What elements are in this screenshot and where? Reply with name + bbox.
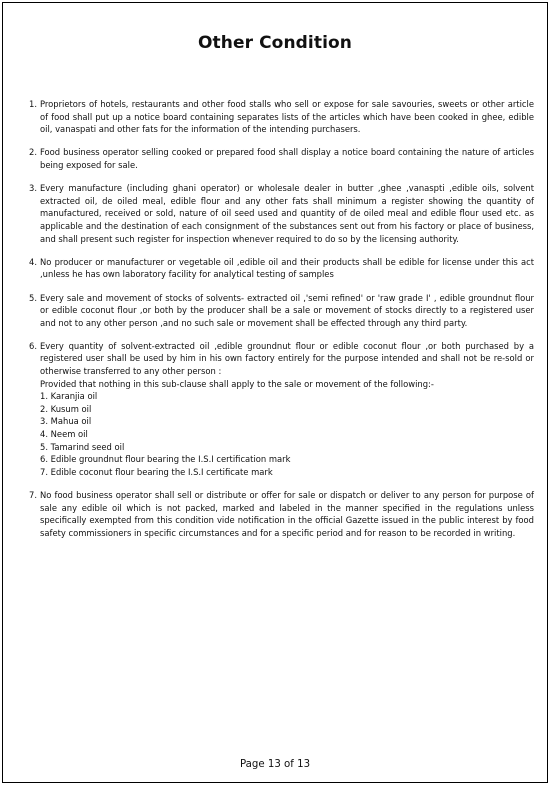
exempt-item: 4. Neem oil [40, 429, 88, 440]
condition-text: Food business operator selling cooked or prepared food shall display a notice board containing the nature of articles being exposed for sale. [40, 147, 534, 170]
page-number: Page 13 of 13 [239, 759, 311, 770]
exempt-item: 6. Edible groundnut flour bearing the I.S.I certification mark [40, 454, 291, 465]
exempt-item: 5. Tamarind seed oil [40, 441, 125, 452]
condition-number: 1. [29, 99, 37, 109]
condition-item [29, 182, 534, 245]
exempt-item: 3. Mahua oil [40, 416, 92, 427]
condition-proviso: Provided that nothing in this sub-clause shall apply to the sale or movement of the following:- [40, 378, 434, 389]
condition-item [29, 292, 534, 330]
document-page [2, 2, 548, 783]
condition-number: 7. [29, 490, 37, 500]
exempt-items-list [40, 390, 534, 478]
exempt-item: 1. Karanjia oil [40, 391, 98, 402]
condition-text: No producer or manufacturer or vegetable oil ,edible oil and their products shall be edible for license under this act ,unless he has own laboratory facility for analytical testing of samples [40, 256, 534, 280]
condition-item [29, 146, 534, 171]
condition-number: 2. [29, 147, 37, 158]
condition-number: 4. [29, 256, 37, 267]
condition-text: No food business operator shall sell or distribute or offer for sale or dispatch or deliver to any person for purpose of sale any edible oil which is not packed, marked and labeled in the manner specified in the regulations unless specifically exempted from this condition vide notification in the official Gazette issued in the public interest by food safety commissioners in specific circumstances and for a specific period and for reason to be recorded in writing. [40, 490, 534, 538]
condition-item [29, 340, 534, 479]
condition-text: Proprietors of hotels, restaurants and other food stalls who sell or expose for sale savouries, sweets or other article of food shall put up a notice board containing separates lists of the articles which have been cooked in ghee, edible oil, vanaspati and other fats for the information of the intending purchasers. [40, 99, 534, 135]
page-title: Other Condition [197, 33, 352, 53]
condition-item [29, 98, 534, 136]
condition-text: Every quantity of solvent-extracted oil ,edible groundnut flour or edible coconut flour ,or both purchased by a registered user shall be used by him in his own factory entirely for the purpose intended and shall not be re-sold or otherwise transferred to any other person : [40, 340, 534, 377]
condition-item [29, 256, 534, 281]
exempt-item: 7. Edible coconut flour bearing the I.S.I certificate mark [40, 466, 273, 477]
condition-text: Every manufacture (including ghani operator) or wholesale dealer in butter ,ghee ,vanaspti ,edible oils, solvent extracted oil, de oiled meal, edible flour and any other fats shall minimum a register showing the quantity of manufactured, received or sold, nature of oil seed used and quantity of de oiled meal and edible flour used etc. as applicable and the destination of each consignment of the substances sent out from his factory or place of business, and shall present such register for inspection whenever required to do so by the licensing authority. [40, 183, 534, 244]
condition-number: 6. [29, 340, 37, 351]
condition-item [29, 489, 534, 539]
condition-number: 3. [29, 183, 37, 194]
conditions-list [29, 98, 534, 550]
condition-text: Every sale and movement of stocks of solvents- extracted oil ,'semi refined' or 'raw grade I' , edible groundnut flour or edible coconut flour ,or both by the producer shall be a sale or movement of stocks directly to a registered user and not to any other person ,and no such sale or movement shall be effected through any third party. [40, 292, 534, 328]
condition-number: 5. [29, 292, 37, 303]
exempt-item: 2. Kusum oil [40, 403, 92, 414]
